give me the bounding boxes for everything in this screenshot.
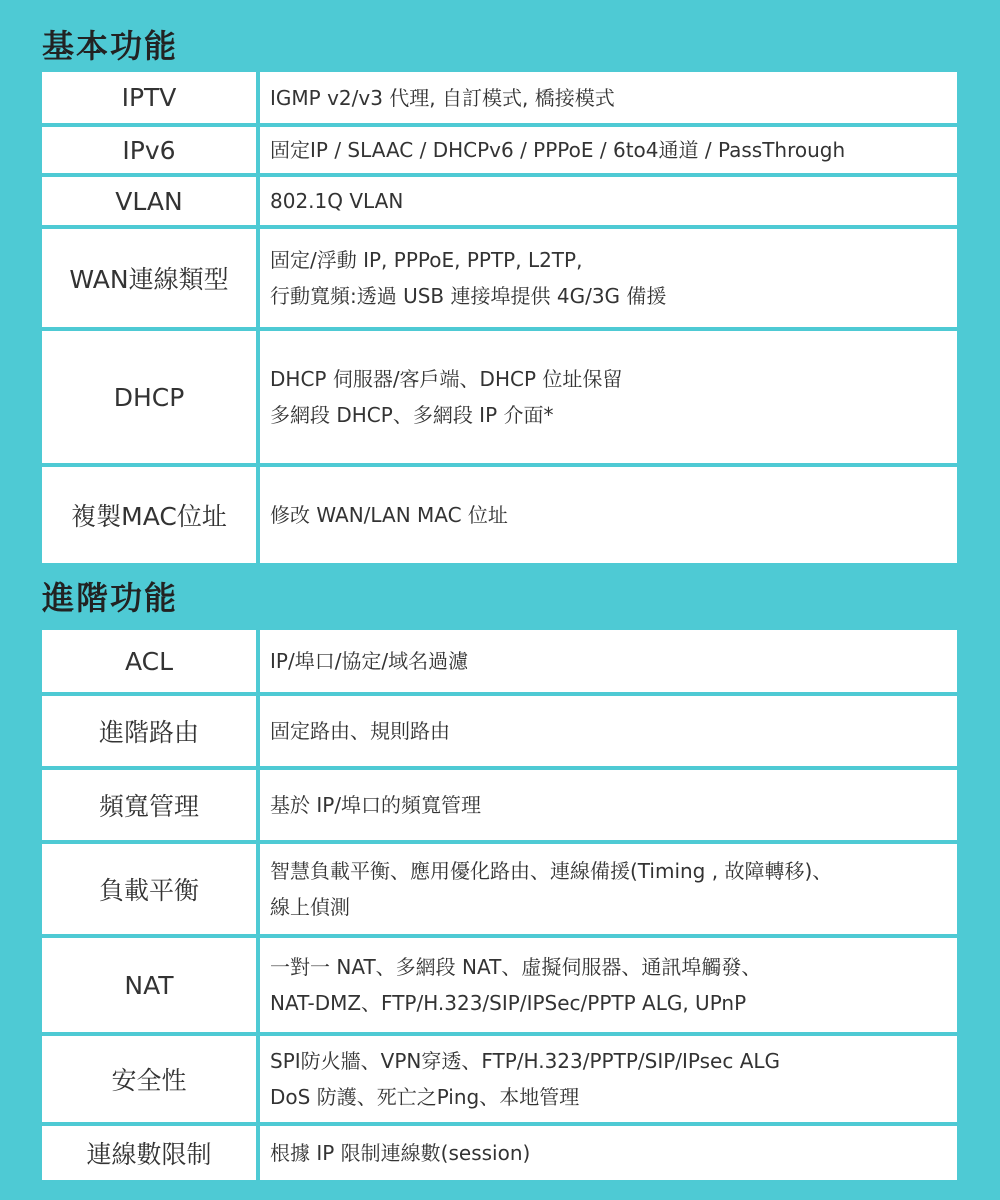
- row-value: [260, 127, 957, 177]
- table-row: [42, 938, 957, 1036]
- row-value: [260, 1126, 957, 1180]
- row-label: 安全性: [42, 1036, 260, 1126]
- table-row: [42, 696, 957, 770]
- section-title-advanced: 進階功能: [42, 579, 179, 617]
- value-line: 多網段 DHCP、多網段 IP 介面*: [270, 403, 554, 427]
- basic-features-table: [42, 72, 957, 563]
- row-value: [260, 938, 957, 1036]
- section-title-basic: 基本功能: [42, 27, 179, 65]
- row-value: [260, 696, 957, 770]
- row-label: 複製MAC位址: [42, 467, 260, 563]
- value-line: 行動寬頻:透過 USB 連接埠提供 4G/3G 備援: [270, 284, 667, 308]
- advanced-features-table: [42, 630, 957, 1180]
- table-row: [42, 630, 957, 696]
- value-line: 基於 IP/埠口的頻寬管理: [270, 793, 482, 817]
- table-row: [42, 1126, 957, 1180]
- row-label: 連線數限制: [42, 1126, 260, 1180]
- value-line: 智慧負載平衡、應用優化路由、連線備援(Timing , 故障轉移)、: [270, 859, 833, 883]
- value-line: 固定路由、規則路由: [270, 719, 450, 743]
- value-line: SPI防火牆、VPN穿透、FTP/H.323/PPTP/SIP/IPsec ALG: [270, 1049, 781, 1073]
- row-label: VLAN: [42, 177, 260, 229]
- table-row: [42, 844, 957, 938]
- value-line: IGMP v2/v3 代理, 自訂模式, 橋接模式: [270, 85, 615, 110]
- row-value: [260, 630, 957, 696]
- row-value: [260, 467, 957, 563]
- row-label: ACL: [42, 630, 260, 696]
- row-label: DHCP: [42, 331, 260, 467]
- table-row: [42, 770, 957, 844]
- table-row: [42, 127, 957, 177]
- value-line: IP/埠口/協定/域名過濾: [270, 649, 469, 673]
- value-line: 固定/浮動 IP, PPPoE, PPTP, L2TP,: [270, 248, 583, 272]
- table-row: [42, 331, 957, 467]
- value-line: 802.1Q VLAN: [270, 189, 404, 213]
- row-label: 頻寬管理: [42, 770, 260, 844]
- row-label: NAT: [42, 938, 260, 1036]
- row-value: [260, 177, 957, 229]
- table-row: [42, 177, 957, 229]
- row-label: IPTV: [42, 72, 260, 127]
- row-value: [260, 770, 957, 844]
- row-value: [260, 1036, 957, 1126]
- row-value: [260, 72, 957, 127]
- value-line: 修改 WAN/LAN MAC 位址: [270, 503, 508, 527]
- row-label: WAN連線類型: [42, 229, 260, 331]
- value-line: 固定IP / SLAAC / DHCPv6 / PPPoE / 6to4通道 / PassThrough: [270, 138, 846, 162]
- value-line: 根據 IP 限制連線數(session): [270, 1141, 531, 1165]
- row-value: [260, 229, 957, 331]
- row-label: 進階路由: [42, 696, 260, 770]
- row-label: IPv6: [42, 127, 260, 177]
- row-label: 負載平衡: [42, 844, 260, 938]
- value-line: DHCP 伺服器/客戶端、DHCP 位址保留: [270, 367, 623, 391]
- table-row: [42, 467, 957, 563]
- table-row: [42, 229, 957, 331]
- value-line: NAT-DMZ、FTP/H.323/SIP/IPSec/PPTP ALG, UPnP: [270, 991, 747, 1015]
- table-row: [42, 1036, 957, 1126]
- row-value: [260, 844, 957, 938]
- row-value: [260, 331, 957, 467]
- value-line: 一對一 NAT、多網段 NAT、虛擬伺服器、通訊埠觸發、: [270, 955, 762, 979]
- table-row: [42, 72, 957, 127]
- value-line: DoS 防護、死亡之Ping、本地管理: [270, 1085, 580, 1109]
- value-line: 線上偵測: [270, 895, 350, 919]
